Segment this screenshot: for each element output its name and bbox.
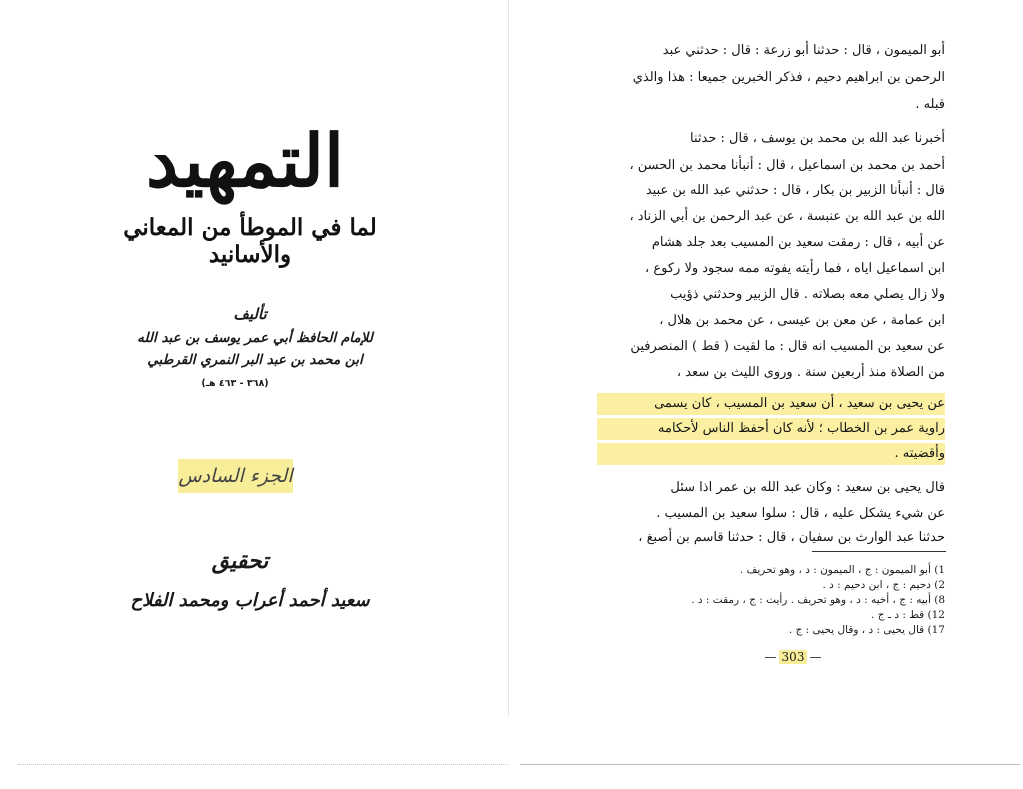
highlighted-text-line: عن يحيى بن سعيد ، أن سعيد بن المسيب ، كان يسمى [597, 393, 945, 415]
volume-label: الجزء السادس [178, 459, 293, 493]
text-line: عن أبيه ، قال : رمقت سعيد بن المسيب بعد جلد هشام [651, 235, 945, 250]
text-line: أخبرنا عبد الله بن محمد بن يوسف ، قال : حدثنا [690, 131, 945, 146]
text-line: حدثنا عبد الوارث بن سفيان ، قال : حدثنا قاسم بن أصبغ ، [638, 530, 945, 545]
text-line: ابن اسماعيل اياه ، فما رأيته يفوته ممه سجود ولا ركوع ، [645, 261, 945, 276]
author-name-line-2: ابن محمد بن عبد البر النمري القرطبي [147, 352, 363, 368]
page-number-footer [763, 648, 823, 666]
text-line: الرحمن بن ابراهيم دحيم ، فذكر الخبرين جميعا : هذا والذي [632, 70, 945, 85]
book-subtitle: لما في الموطأ من المعاني والأسانيد [123, 214, 377, 268]
page-edge-left [18, 764, 508, 765]
text-line: أحمد بن محمد بن اسماعيل ، قال : أنبأنا محمد بن الحسن ، [629, 158, 945, 173]
footnote: 12) قط : د ـ ج . [871, 609, 945, 621]
text-line: الله بن عبد الله بن عنبسة ، عن عبد الرحمن بن أبي الزناد ، [629, 209, 945, 224]
highlighted-text-line: وأقضيته . [597, 443, 945, 465]
book-title: التمهيد [146, 118, 344, 203]
editors-names: سعيد أحمد أعراب ومحمد الفلاح [130, 590, 370, 611]
author-label: تأليف [233, 305, 267, 323]
text-line: عن سعيد بن المسيب انه قال : ما لقيت ( قط ) المنصرفين [630, 339, 945, 354]
highlighted-text-line: راوية عمر بن الخطاب ؛ لأنه كان أحفظ الناس لأحكامه [597, 418, 945, 440]
page-number-dash: — [764, 650, 777, 664]
text-line: قال يحيى بن سعيد : وكان عبد الله بن عمر اذا سئل [670, 480, 945, 495]
page-number: 303 [779, 650, 808, 664]
footnote: 2) دحيم : ج ، ابن دحيم : د . [822, 579, 945, 591]
text-line: أبو الميمون ، قال : حدثنا أبو زرعة : قال : حدثني عبد [662, 43, 945, 58]
footnote: 1) أبو الميمون : ج ، الميمون : د ، وهو تحريف . [739, 564, 945, 576]
text-line: عن شيء يشكل عليه ، قال : سلوا سعيد بن المسيب . [656, 506, 945, 521]
author-dates: (٣٦٨ - ٤٦٣ هـ) [201, 378, 269, 389]
author-name-line-1: للإمام الحافظ أبي عمر يوسف بن عبد الله [137, 330, 373, 346]
text-line: ولا زال يصلي معه بصلاته . قال الزبير وحدثني ذؤيب [670, 287, 945, 302]
page-gutter [508, 0, 513, 715]
footnote-separator [812, 551, 946, 552]
tahqiq-label: تحقيق [211, 548, 269, 574]
footnote: 8) أبيه : ج ، أخيه : د ، وهو تحريف . رأيت : ج ، رمقت : د . [691, 594, 945, 606]
text-line: قال : أنبأنا الزبير بن بكار ، قال : حدثني عبد الله بن عبيد [645, 183, 945, 198]
text-line: قبله . [915, 97, 945, 112]
page-number-dash: — [809, 650, 822, 664]
text-line: من الصلاة منذ أربعين سنة . وروى الليث بن سعد ، [676, 365, 945, 380]
text-line: ابن عمامة ، عن معن بن عيسى ، عن محمد بن هلال ، [659, 313, 945, 328]
footnote: 17) قال يحيى : د ، وقال يحيى : ج . [788, 624, 945, 636]
title-page [0, 0, 510, 789]
